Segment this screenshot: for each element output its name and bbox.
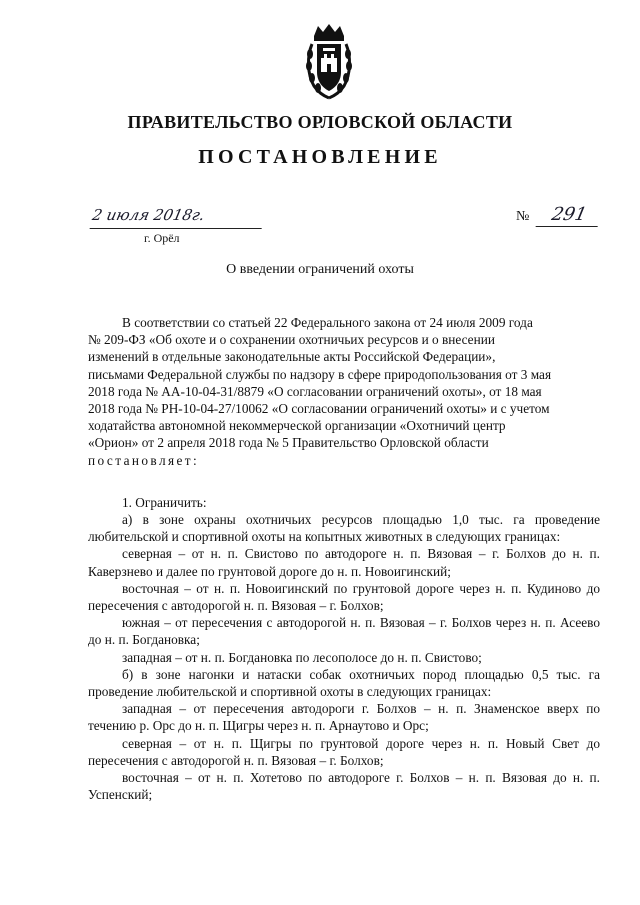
preamble-line: № 209-ФЗ «Об охоте и о сохранении охотничьих ресурсов и о внесении [88, 332, 495, 348]
preamble-line: В соответствии со статьей 22 Федерального закона от 24 июля 2009 года [122, 315, 533, 330]
paragraph-item-1: 1. Ограничить: [122, 494, 207, 510]
document-type-heading: ПОСТАНОВЛЕНИЕ [198, 146, 442, 168]
preamble-line: «Орион» от 2 апреля 2018 года № 5 Правительство Орловской области [88, 435, 489, 451]
document-body [88, 314, 600, 803]
paragraph-north-border-b: северная – от н. п. Щигры по грунтовой дороге через н. п. Новый Свет до пересечения с автодорогой н. п. Вязовая – г. Болхов; [88, 735, 600, 768]
coat-of-arms-icon [306, 22, 352, 100]
preamble-line: ходатайства автономной некоммерческой организации «Охотничий центр [88, 418, 506, 434]
document-subject: О введении ограничений охоты [226, 262, 414, 277]
preamble-line: 2018 года № АА-10-04-31/8879 «О согласовании ограничений охоты», от 18 мая [88, 383, 542, 399]
resolves-word: постановляет: [88, 452, 200, 468]
preamble [88, 314, 600, 469]
organization-title: ПРАВИТЕЛЬСТВО ОРЛОВСКОЙ ОБЛАСТИ [127, 112, 513, 132]
preamble-line: письмами Федеральной службы по надзору в сфере природопользования от 3 мая [88, 366, 552, 382]
paragraph-east-border: восточная – от н. п. Новоигинский по грунтовой дороге через н. п. Кудиново до пересечения с автодорогой н. п. Вязовая – г. Болхов; [88, 580, 600, 614]
handwritten-number: 291 [536, 204, 603, 227]
city-name: г. Орёл [144, 231, 180, 245]
paragraph-item-b: б) в зоне нагонки и натаски собак охотничьих пород площадью 0,5 тыс. га проведение любительской и спортивной охоты в следующих границах: [88, 666, 600, 700]
paragraph-south-border: южная – от пересечения с автодорогой н. п. Вязовая – г. Болхов через н. п. Асеево до н. п. Богдановка; [88, 615, 600, 648]
paragraph-east-border-b: восточная – от н. п. Хотетово по автодороге г. Болхов – н. п. Вязовая до н. п. Успенский; [88, 770, 600, 803]
document-number [516, 204, 600, 228]
preamble-line: изменений в отдельные законодательные акты Российской Федерации», [88, 349, 496, 365]
paragraph-west-border-b: западная – от пересечения автодороги г. Болхов – н. п. Знаменское вверх по течению р. Орс до н. п. Щигры через н. п. Арнаутово и Орс; [88, 701, 600, 734]
paragraph-north-border: северная – от н. п. Свистово по автодороге н. п. Вязовая – г. Болхов до н. п. Каверзнево и далее по грунтовой дороге до н. п. Новоигинский; [88, 546, 600, 579]
handwritten-date: 2 июля 2018г. [90, 206, 267, 229]
paragraph-item-a: а) в зоне охраны охотничьих ресурсов площадью 1,0 тыс. га проведение любительской и спортивной охоты на копытных животных в следующих границах: [88, 512, 600, 545]
paragraph-west-border: западная – от н. п. Богдановка по лесополосе до н. п. Свистово; [122, 649, 482, 665]
number-label: № [516, 209, 530, 224]
preamble-line: 2018 года № РН-10-04-27/10062 «О согласовании ограничений охоты» и с учетом [88, 401, 550, 417]
